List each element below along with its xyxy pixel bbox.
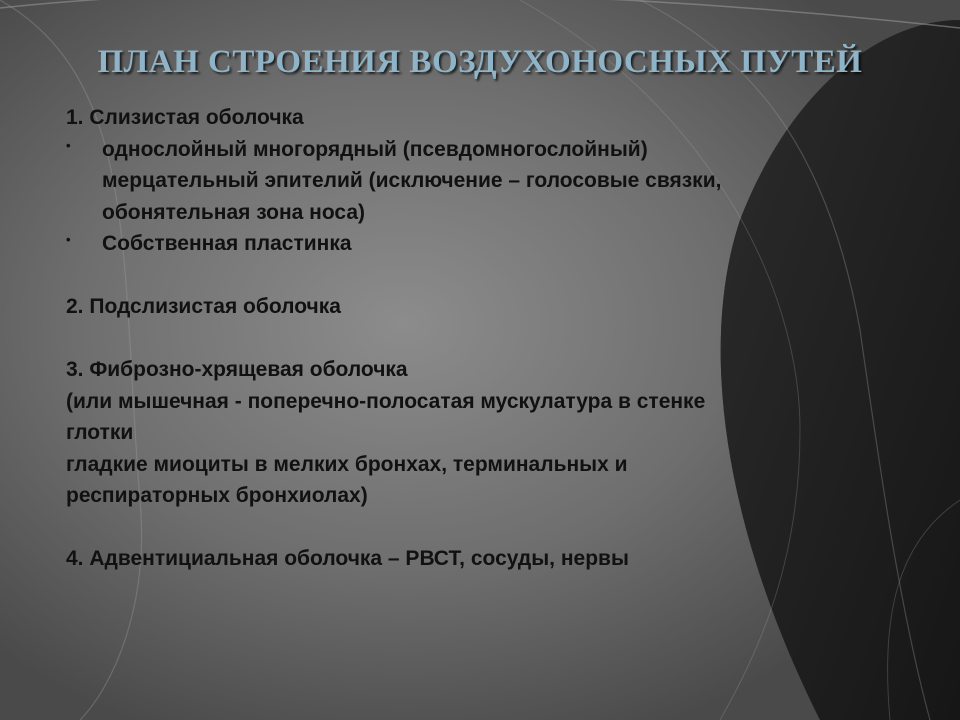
- bullet-text-line: обонятельная зона носа): [102, 200, 366, 224]
- spacer: [66, 323, 926, 355]
- section4-heading: 4. Адвентициальная оболочка – РВСТ, сосуды, нервы: [66, 547, 629, 570]
- section3-text-line: гладкие миоциты в мелких бронхах, терминальных и: [66, 452, 628, 476]
- bullet-item-epithelium: [66, 134, 926, 229]
- bullet-item-lamina: [66, 228, 926, 260]
- section3-text-line: (или мышечная - поперечно-полосатая мускулатура в стенке: [66, 389, 706, 413]
- section3-heading: 3. Фиброзно-хрящевая оболочка: [66, 358, 408, 381]
- section3-text-line: глотки: [66, 421, 134, 444]
- slide-title: ПЛАН СТРОЕНИЯ ВОЗДУХОНОСНЫХ ПУТЕЙ: [97, 44, 863, 80]
- bullet-icon: •: [66, 232, 71, 247]
- spacer: [66, 260, 926, 292]
- bullet-text-line: мерцательный эпителий (исключение – голосовые связки,: [102, 169, 722, 192]
- slide-body: [66, 102, 926, 575]
- bullet-icon: •: [66, 137, 71, 153]
- section1-heading: 1. Слизистая оболочка: [66, 106, 304, 129]
- bullet-text-line: однослойный многорядный (псевдомногослойный): [102, 137, 648, 161]
- section3-text-line: респираторных бронхиолах): [66, 484, 368, 507]
- spacer: [66, 512, 926, 544]
- bullet-text-line: Собственная пластинка: [102, 232, 352, 255]
- section2-heading: 2. Подслизистая оболочка: [66, 295, 341, 318]
